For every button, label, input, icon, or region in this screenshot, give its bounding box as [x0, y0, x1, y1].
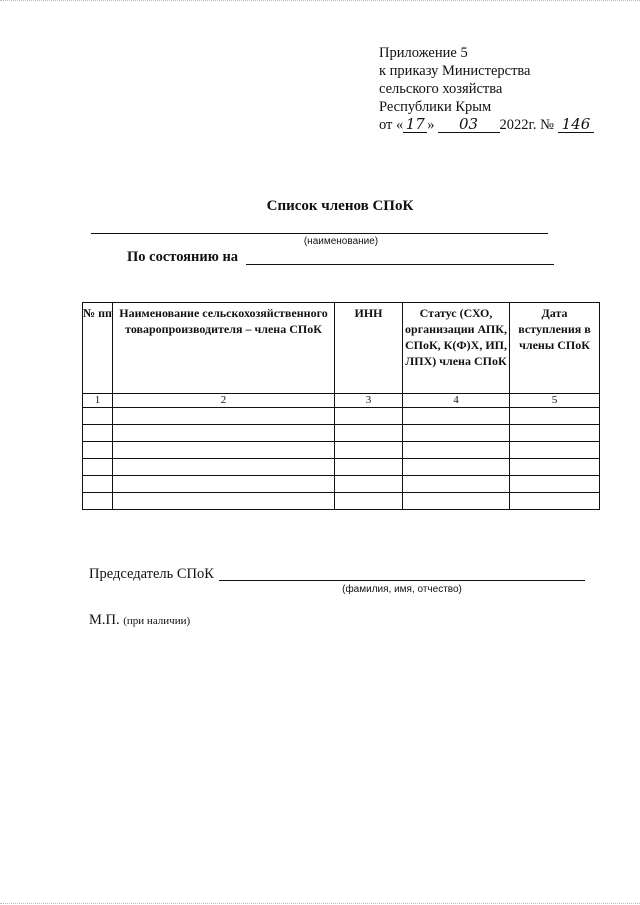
table-cell[interactable] [83, 476, 113, 493]
column-number: 2 [113, 394, 335, 408]
table-cell[interactable] [510, 425, 600, 442]
table-cell[interactable] [510, 476, 600, 493]
header-number: № пп [83, 303, 113, 394]
header-producer-name: Наименование сельскохозяйственного товаропроизводителя – члена СПоК [113, 303, 335, 394]
table-row [83, 493, 600, 510]
document-title: Список членов СПоК [266, 198, 414, 214]
name-caption: (наименование) [303, 236, 379, 247]
chair-fill-line [219, 580, 585, 581]
table-header-row [83, 303, 600, 394]
table-cell[interactable] [403, 408, 510, 425]
table-cell[interactable] [83, 459, 113, 476]
table-row [83, 442, 600, 459]
table-cell[interactable] [335, 442, 403, 459]
table-cell[interactable] [510, 408, 600, 425]
table-cell[interactable] [510, 459, 600, 476]
table-cell[interactable] [403, 493, 510, 510]
top-scan-edge [0, 0, 640, 2]
table-cell[interactable] [403, 442, 510, 459]
as-of-label: По состоянию на [127, 249, 239, 265]
appendix-line-2: к приказу Министерства [379, 63, 531, 79]
stamp-label: М.П. [89, 612, 120, 628]
table-cell[interactable] [403, 425, 510, 442]
column-number: 3 [335, 394, 403, 408]
as-of-fill-line [246, 264, 554, 265]
table-cell[interactable] [335, 493, 403, 510]
date-year-and-number-label: 2022г. № [499, 117, 554, 133]
table-cell[interactable] [83, 493, 113, 510]
stamp-block [89, 612, 190, 629]
table-cell[interactable] [83, 408, 113, 425]
appendix-block [379, 44, 594, 134]
stamp-note: (при наличии) [123, 615, 191, 627]
table-cell[interactable] [510, 493, 600, 510]
header-inn: ИНН [335, 303, 403, 394]
date-quote-close: » [427, 117, 435, 133]
date-prefix: от « [379, 117, 404, 133]
chair-label: Председатель СПоК [89, 566, 214, 582]
table-row [83, 476, 600, 493]
table-cell[interactable] [335, 408, 403, 425]
table-cell[interactable] [83, 425, 113, 442]
chair-caption: (фамилия, имя, отчество) [342, 584, 462, 595]
name-fill-line [91, 233, 548, 234]
table-row [83, 459, 600, 476]
column-number: 5 [510, 394, 600, 408]
table-cell[interactable] [83, 442, 113, 459]
table-cell[interactable] [403, 476, 510, 493]
order-day: 17 [403, 117, 427, 133]
table-cell[interactable] [113, 425, 335, 442]
table-cell[interactable] [403, 459, 510, 476]
header-join-date: Дата вступления в члены СПоК [510, 303, 600, 394]
order-number: 146 [558, 117, 594, 133]
table-row [83, 408, 600, 425]
appendix-line-1: Приложение 5 [379, 45, 468, 61]
table-row [83, 425, 600, 442]
table-cell[interactable] [510, 442, 600, 459]
table-cell[interactable] [113, 493, 335, 510]
table-cell[interactable] [335, 476, 403, 493]
order-month: 03 [438, 117, 500, 133]
table-cell[interactable] [113, 442, 335, 459]
appendix-line-4: Республики Крым [379, 99, 492, 115]
table-cell[interactable] [113, 408, 335, 425]
column-number: 4 [403, 394, 510, 408]
order-date-line [379, 116, 594, 134]
column-number-row [83, 394, 600, 408]
column-number: 1 [83, 394, 113, 408]
table-cell[interactable] [113, 476, 335, 493]
table-cell[interactable] [335, 425, 403, 442]
table-cell[interactable] [335, 459, 403, 476]
header-status: Статус (СХО, организации АПК, СПоК, К(Ф)Х, ИП, ЛПХ) члена СПоК [403, 303, 510, 394]
appendix-line-3: сельского хозяйства [379, 81, 503, 97]
members-table [82, 302, 600, 510]
table-cell[interactable] [113, 459, 335, 476]
